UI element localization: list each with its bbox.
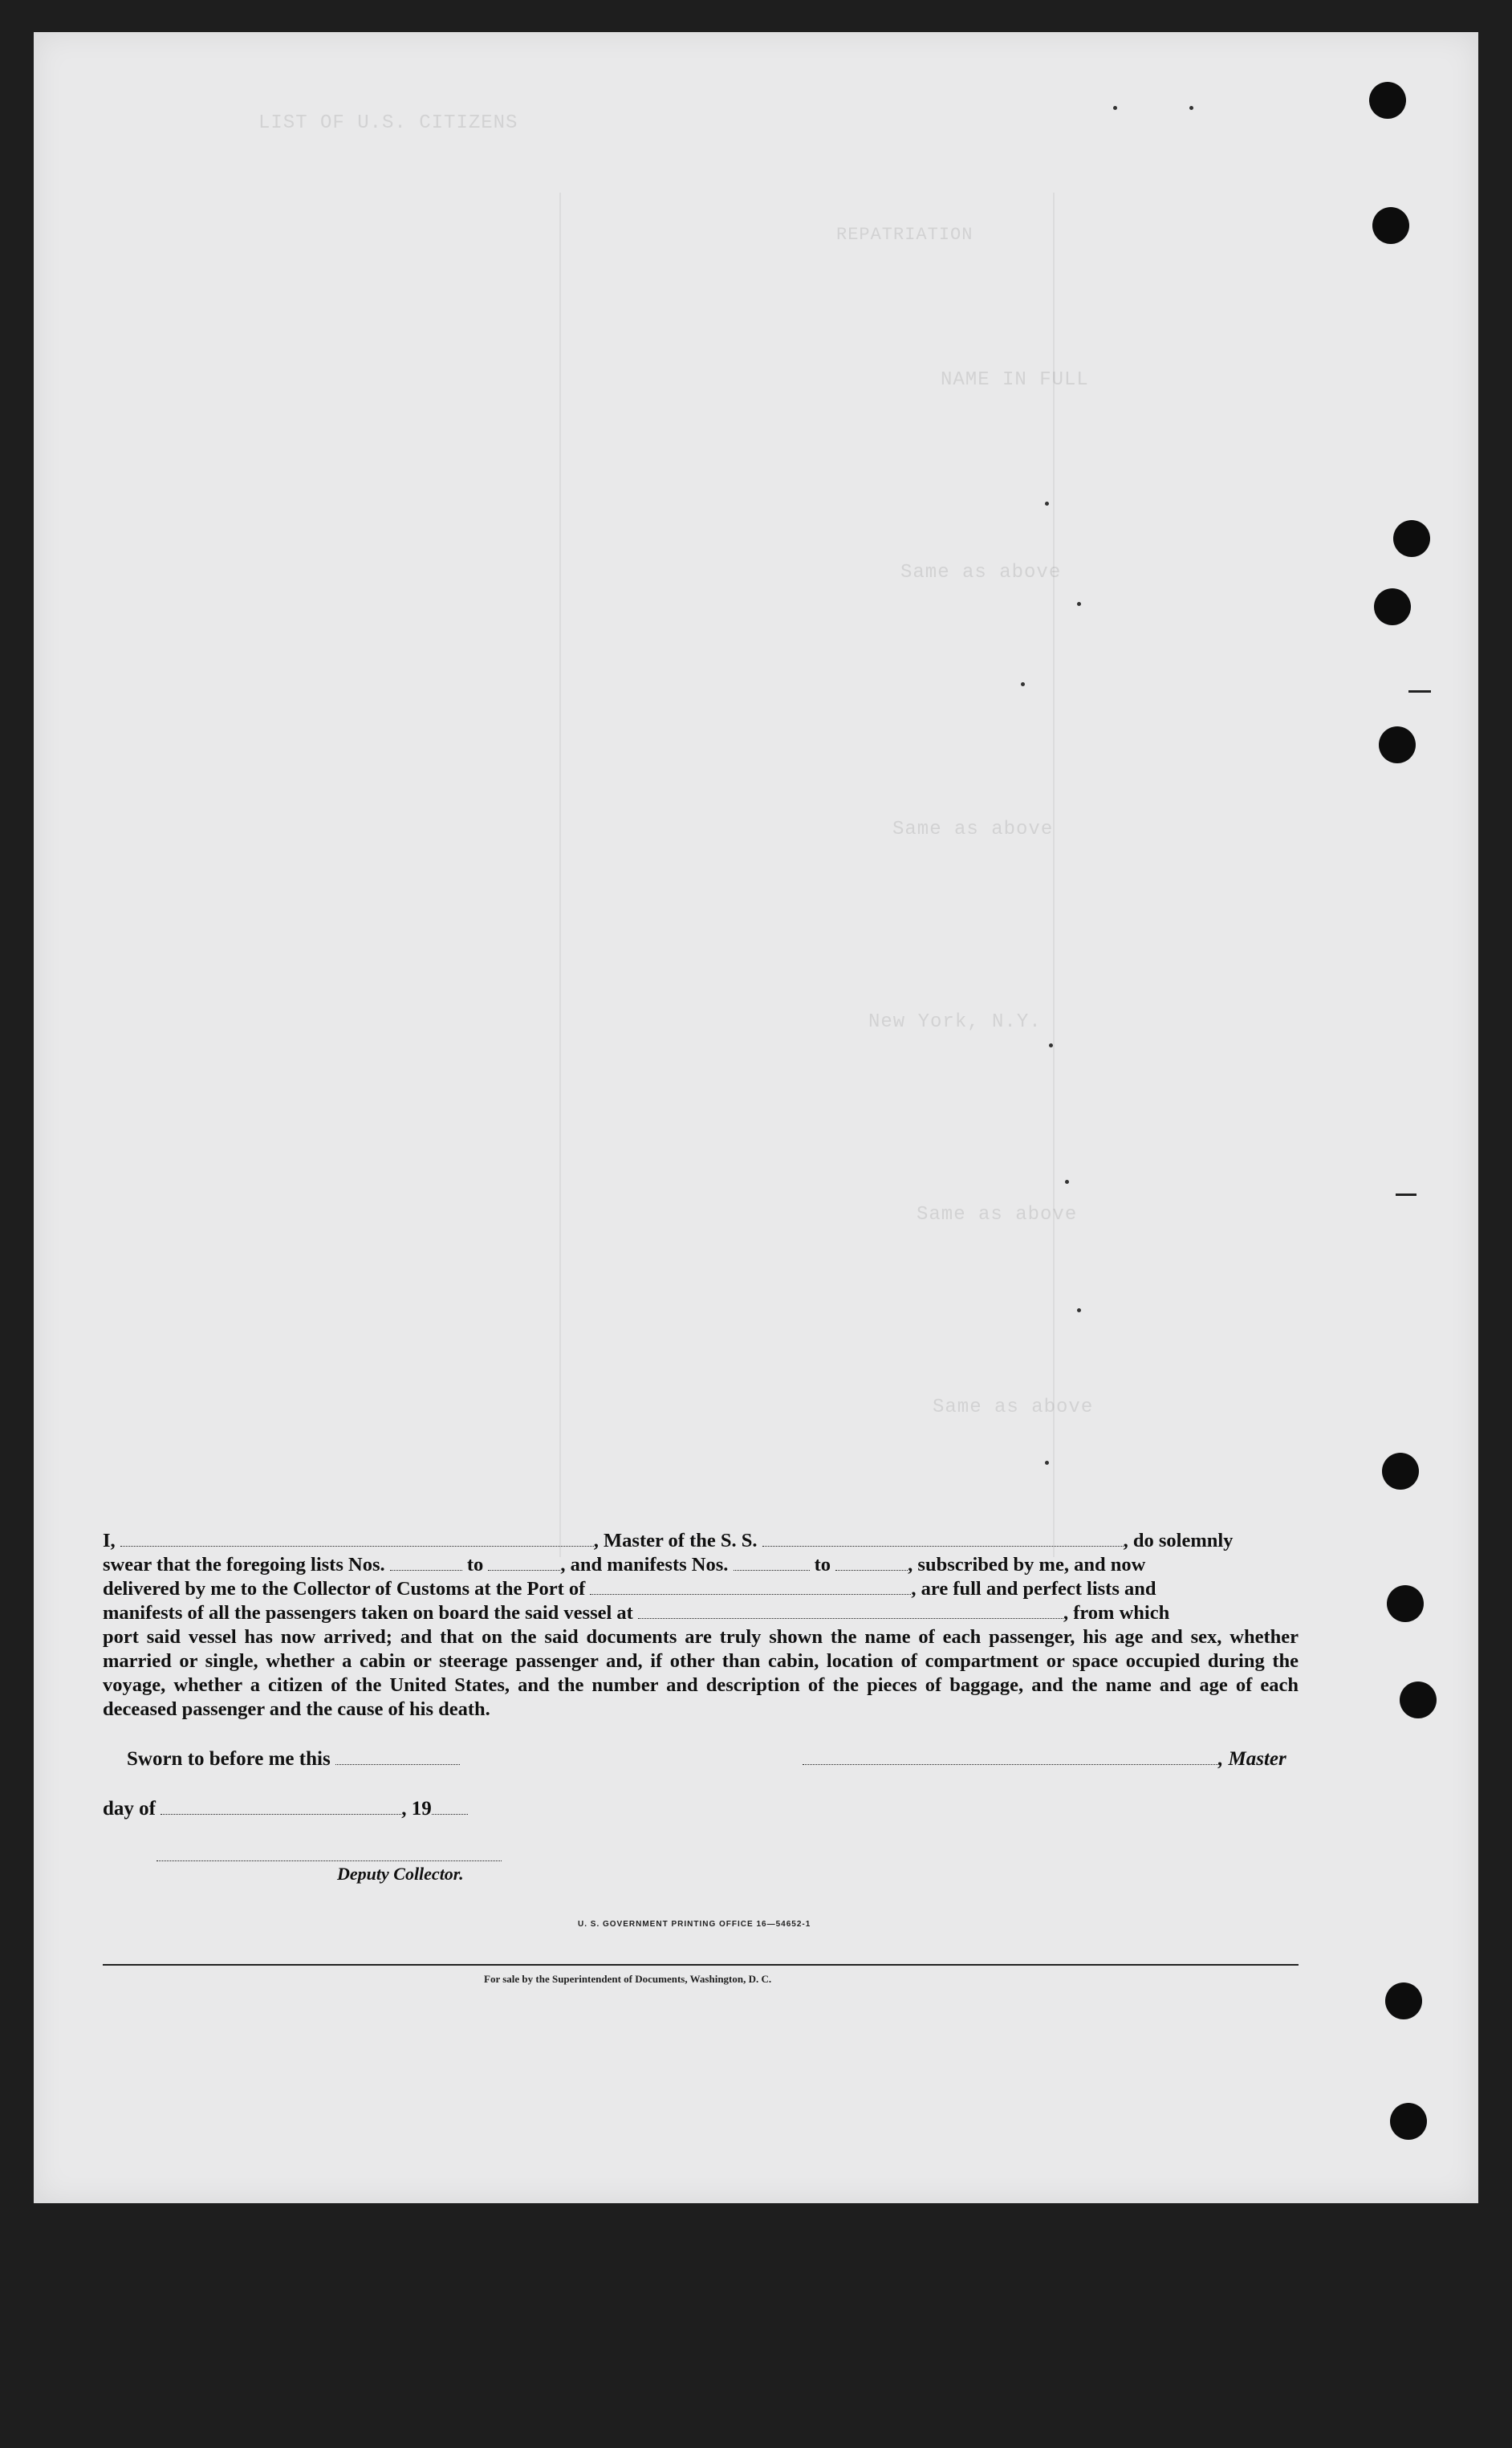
oath-delivered: delivered by me to the Collector of Customs at the Port of [103, 1578, 586, 1600]
punch-hole [1385, 1982, 1422, 2019]
oath-swear: swear that the foregoing lists Nos. [103, 1554, 385, 1576]
oath-do-solemnly: , do solemnly [1123, 1530, 1234, 1551]
ink-speck [1189, 106, 1193, 110]
bleed-through: NAME IN FULL [941, 369, 1089, 391]
ink-speck [1077, 1308, 1081, 1312]
port-blank[interactable] [590, 1578, 911, 1595]
oath-from-which: , from which [1063, 1602, 1170, 1624]
oath-paragraph [103, 1529, 1299, 1722]
master-signature-blank[interactable] [803, 1748, 1218, 1765]
sworn-date-blank[interactable] [335, 1748, 460, 1765]
bleed-through: REPATRIATION [836, 225, 973, 245]
oath-i: I, [103, 1530, 116, 1551]
oath-manifests-all: manifests of all the passengers taken on board the said vessel at [103, 1602, 633, 1624]
punch-hole [1387, 1585, 1424, 1622]
ink-speck [1077, 602, 1081, 606]
day-of-blank[interactable] [161, 1798, 401, 1815]
oath-body: port said vessel has now arrived; and that on the said documents are truly shown the name of each passenger, his age and sex, whether married or single, whether a cabin or steerage passenger and, if other than cabin, location of compartment or space occupied during the voyage, whether a citizen of the United States, and the number and description of the pieces of baggage, and the name and age of each deceased passenger and the cause of his death. [103, 1626, 1299, 1720]
list-no-from-blank[interactable] [390, 1554, 462, 1571]
bleed-through: Same as above [933, 1397, 1094, 1418]
bleed-through: New York, N.Y. [868, 1011, 1042, 1033]
sworn-label: Sworn to before me this [127, 1748, 331, 1770]
manifest-no-from-blank[interactable] [734, 1554, 810, 1571]
bleed-through: Same as above [892, 819, 1054, 840]
punch-hole [1369, 82, 1406, 119]
punch-hole [1372, 207, 1409, 244]
printing-office-imprint: U. S. GOVERNMENT PRINTING OFFICE 16—54652-1 [578, 1920, 811, 1929]
day-of-label: day of [103, 1798, 156, 1820]
master-label: , Master [1218, 1748, 1286, 1770]
document-page [34, 32, 1478, 2203]
bleed-through: LIST OF U.S. CITIZENS [258, 112, 518, 134]
master-signature-line [803, 1748, 1286, 1771]
punch-hole [1379, 726, 1416, 763]
punch-hole [1393, 520, 1430, 557]
ink-speck [1045, 1461, 1049, 1465]
bleed-through-rule [559, 193, 561, 1557]
year-blank[interactable] [432, 1798, 468, 1815]
year-label: , 19 [401, 1798, 432, 1820]
list-no-to-blank[interactable] [488, 1554, 560, 1571]
ink-speck [1065, 1180, 1069, 1184]
punch-hole [1374, 588, 1411, 625]
ink-dash [1408, 690, 1431, 693]
master-name-blank[interactable] [120, 1530, 594, 1547]
bleed-through-rule [1053, 193, 1055, 1557]
oath-full-perfect: , are full and perfect lists and [911, 1578, 1156, 1600]
punch-hole [1382, 1453, 1419, 1490]
punch-hole [1400, 1681, 1437, 1718]
deputy-signature-rule[interactable] [156, 1860, 502, 1861]
for-sale-notice: For sale by the Superintendent of Documents, Washington, D. C. [484, 1973, 772, 1985]
ink-speck [1113, 106, 1117, 110]
footer-rule [103, 1964, 1299, 1966]
oath-to-2: to [814, 1554, 831, 1576]
day-of-line [103, 1798, 468, 1820]
sworn-line [127, 1748, 460, 1771]
deputy-collector-label: Deputy Collector. [337, 1864, 464, 1884]
oath-master-of: , Master of the S. S. [593, 1530, 758, 1551]
ink-speck [1045, 502, 1049, 506]
manifest-no-to-blank[interactable] [835, 1554, 908, 1571]
punch-hole [1390, 2103, 1427, 2140]
oath-to-1: to [466, 1554, 484, 1576]
oath-and-manifests: , and manifests Nos. [560, 1554, 729, 1576]
ship-name-blank[interactable] [762, 1530, 1124, 1547]
departure-port-blank[interactable] [638, 1602, 1063, 1619]
bleed-through: Same as above [917, 1204, 1078, 1226]
oath-subscribed: , subscribed by me, and now [908, 1554, 1146, 1576]
ink-speck [1049, 1043, 1053, 1047]
ink-speck [1021, 682, 1025, 686]
ink-dash [1396, 1194, 1416, 1196]
bleed-through: Same as above [900, 562, 1062, 584]
